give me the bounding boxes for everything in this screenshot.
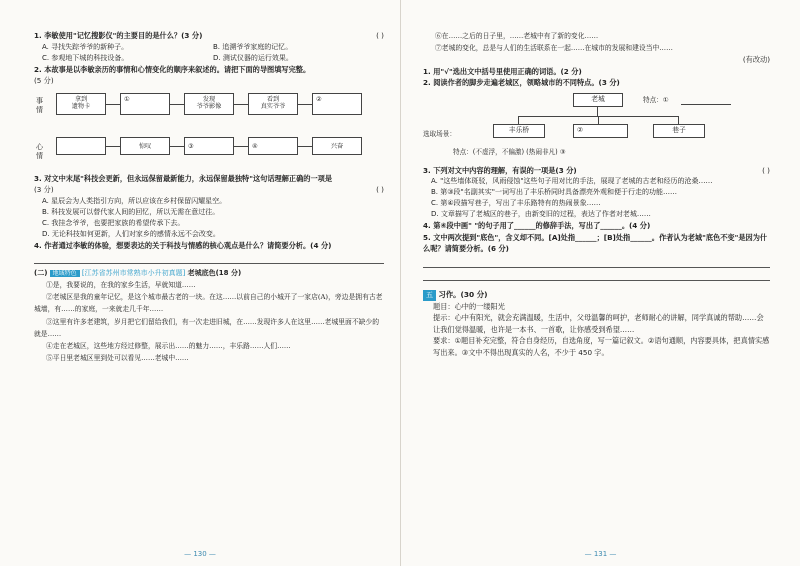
section-title: 老城底色(18 分)	[187, 269, 242, 277]
section-source: [江苏省苏州市常熟市小升初真题]	[81, 269, 186, 277]
place-box: 丰乐桥	[493, 124, 545, 138]
arrow	[170, 146, 184, 147]
section-2-header	[34, 268, 384, 279]
place-box: 巷子	[653, 124, 705, 138]
connector	[678, 116, 679, 124]
essay-requirements: 要求：①题目补充完整，符合自身经历，自选角度，写一篇记叙文。②语句通顺，内容要具体，把真情实感写出来。③文中不得出现真实的人名，不少于 450 字。	[433, 336, 770, 357]
connector	[597, 106, 598, 116]
passage	[34, 279, 384, 364]
row-label-events: 事情	[36, 96, 43, 114]
question-3-stem: 3. 下列对文中内容的理解，有误的一项是(3 分)	[423, 165, 577, 175]
passage-paragraph: ⑦老城的变化，总是与人们的生活联系在一起……在城市的发展和建设当中……	[435, 44, 673, 53]
passage-paragraph: ③这里有许多老建筑，岁月把它们留给我们，有一次走进旧城，在……发现许多人在这里……老城里面不缺少的就是……	[34, 317, 380, 338]
source-note: (有改动)	[742, 55, 770, 65]
section-number: (二)	[34, 269, 48, 277]
question-2-stem: 2. 本故事是以李敏亲历的事情和心情变化的顺序来叙述的。请把下面的导图填写完整。	[34, 64, 311, 74]
page-number: — 130 —	[184, 550, 216, 558]
mind-map-box: 拿到 遗物卡	[56, 93, 106, 115]
answer-paren: ( )	[762, 165, 770, 175]
question-2-score: (5 分)	[34, 76, 54, 85]
diagram-feature-label: 特点：①	[643, 95, 669, 104]
right-page	[400, 0, 800, 566]
mind-map-box: ①	[120, 93, 170, 115]
arrow	[106, 146, 120, 147]
option-c: C. 参观地下城的科技设备。	[42, 53, 129, 62]
arrow	[170, 104, 184, 105]
mind-map-box: ②	[312, 93, 362, 115]
row-label-mood: 心情	[36, 142, 43, 160]
answer-paren: ( )	[376, 185, 384, 194]
option-c: C. 我挂念爷爷，也要把家族的希望传承下去。	[42, 218, 185, 227]
mind-map-box: 发现 爷爷影像	[184, 93, 234, 115]
essay-topic: 题目：心中的一缕阳光	[433, 301, 505, 311]
arrow	[106, 104, 120, 105]
option-a: A. 寻找失踪爷爷的新种子。	[42, 42, 129, 51]
option-d: D. 无论科技如何更新，人们对家乡的感情永远不会改变。	[42, 229, 220, 238]
mind-map	[34, 91, 384, 171]
mind-map-box: ④	[248, 137, 298, 155]
essay-header	[423, 289, 770, 301]
question-4	[34, 240, 384, 265]
question-1-stem: 1. 李敏使用"记忆搜影仪"的主要目的是什么？(3 分)	[34, 31, 203, 40]
option-a: A. 星辰会为人类指引方向，所以应该在乡村保留闪耀星空。	[42, 196, 227, 205]
passage-paragraph: ④走在老城区，这些地方经过修整，展示出……的魅力……，丰乐路……人们……	[46, 342, 291, 351]
option-b: B. 科技发展可以替代家人间的回忆，所以无需在意过往。	[42, 207, 220, 216]
old-city-diagram	[423, 91, 770, 163]
question-3-stem: 3. 对文中末尾"科技会更新，但永远保留最新能力，永远保留最独特"这句话理解正确的一项是	[34, 173, 333, 183]
question-2	[34, 64, 384, 171]
question-4: 4. 第④段中画" "的句子用了______的修辞手法，写出了______。(4 分)	[423, 221, 651, 231]
place-box: ②	[573, 124, 628, 138]
mind-map-box: 兴奋	[312, 137, 362, 155]
arrow	[234, 146, 248, 147]
option-b: B. 第③段"名副其实"一词写出了丰乐桥同时具备漂亮外观和便于行走的功能……	[431, 188, 677, 197]
option-d: D. 测试仪器的运行效果。	[213, 53, 293, 62]
arrow	[298, 146, 312, 147]
answer-line[interactable]	[34, 253, 384, 264]
question-1	[34, 30, 384, 64]
places-label: 选取场景：	[423, 129, 456, 138]
answer-line[interactable]	[423, 270, 770, 281]
question-3	[34, 173, 384, 240]
passage-paragraph: ②老城区是我的童年记忆，是这个城市最古老的一块。在这……以前自己的小城开了一家店(A)，旁边是拥有古老城墙，有……的家庭，一来就走几千年……	[34, 293, 383, 314]
section-tag: 地域特色	[50, 270, 80, 277]
arrow	[234, 104, 248, 105]
question-4-stem: 4. 作者通过李敏的体验，想要表达的关于科技与情感的核心观点是什么？请简要分析。(4 分)	[34, 240, 332, 250]
answer-blank[interactable]	[681, 104, 731, 105]
option-c: C. 第④段描写巷子，写出了丰乐路特有的热闹景象……	[431, 199, 601, 208]
passage-paragraph: ①是，我要说的，在我的家乡生活，早就知道……	[46, 281, 196, 289]
question-3-score: (3 分)	[34, 185, 54, 194]
essay-badge: 五	[423, 290, 436, 301]
passage-paragraph: ⑤平日里老城区里到处可以看见……老城中……	[46, 354, 189, 363]
option-a: A. "这些墙体斑驳，风雨侵蚀"这些句子用对比的手法，展现了老城的古老和经历的沧桑……	[431, 177, 713, 186]
mind-map-box	[56, 137, 106, 155]
question-2: 2. 阅读作者的脚步走遍老城区，领略城市的不同特点。(3 分)	[423, 78, 620, 88]
features-line: 特点：(不虚浮，不偏激) (热闹非凡) ③	[453, 147, 566, 156]
question-5: 5. 文中两次提到"底色"，含义却不同。[A]处指______；[B]处指______。作者认为老城"底色不变"是因为什么呢？请简要分析。(6 分)	[423, 232, 768, 254]
essay-title: 习作。(30 分)	[438, 289, 488, 299]
mind-map-box: 惊叹	[120, 137, 170, 155]
passage-paragraph: ⑥在……之后的日子里，……老城中有了新的变化……	[435, 32, 599, 40]
essay-hint: 提示：心中有阳光，就会充满温暖，生活中，父母温馨的呵护，老师耐心的讲解，同学真诚的帮助……会让我们觉得温暖，也许是一本书、一首歌，让你感受到希望……	[433, 313, 764, 334]
arrow	[298, 104, 312, 105]
answer-line[interactable]	[423, 257, 770, 268]
connector	[598, 116, 599, 124]
answer-paren: ( )	[376, 31, 384, 40]
connector	[518, 116, 519, 124]
option-b: B. 追溯爷爷家庭的记忆。	[213, 42, 293, 51]
question-1: 1. 用"√"选出文中括号里使用正确的词语。(2 分)	[423, 66, 582, 76]
mind-map-box: ③	[184, 137, 234, 155]
option-d: D. 文章描写了老城区的巷子，由新变旧的过程，表达了作者对老城……	[431, 210, 651, 219]
mind-map-box: 看到 真实爷爷	[248, 93, 298, 115]
question-3	[423, 165, 770, 221]
diagram-center-box: 老城	[573, 93, 623, 107]
page-number: — 131 —	[584, 550, 617, 558]
